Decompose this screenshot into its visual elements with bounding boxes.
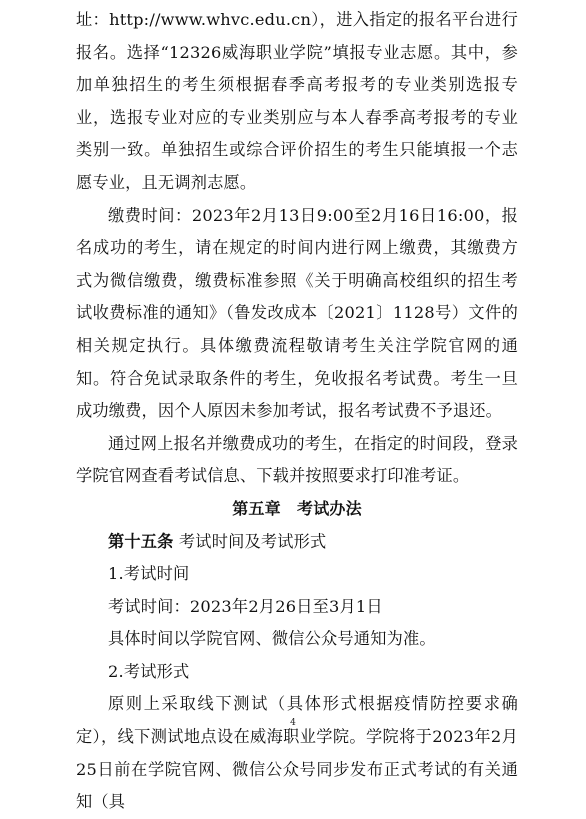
article-title: 考试时间及考试形式 (178, 531, 327, 551)
document-body (76, 4, 518, 819)
section-heading-exam-format: 2.考试形式 (108, 661, 190, 681)
section-heading-exam-time: 1.考试时间 (108, 564, 190, 584)
chapter-title: 第五章 考试办法 (232, 498, 362, 518)
article-15 (76, 526, 518, 559)
exam-time-text: 考试时间：2023年2月26日至3月1日 (108, 596, 383, 616)
article-number: 第十五条 (108, 531, 174, 551)
paragraph-payment: 缴费时间：2023年2月13日9:00至2月16日16:00，报名成功的考生，请在规定的时间内进行网上缴费，其缴费方式为微信缴费，缴费标准参照《关于明确高校组织的招生考试收费标准的通知》（鲁发改成本〔2021〕1128号）文件的相关规定执行。具体缴费流程敬请考生关注学院官网的通知。符合免试录取条件的考生，免收报名考试费。考生一旦成功缴费，因个人原因未参加考试，报名考试费不予退还。 (76, 205, 518, 421)
page-number: 4 (290, 718, 296, 728)
paragraph-admission-ticket: 通过网上报名并缴费成功的考生，在指定的时间段，登录学院官网查看考试信息、下载并按照要求打印准考证。 (76, 433, 518, 486)
paragraph-registration: 址：http://www.whvc.edu.cn），进入指定的报名平台进行报名。选择“12326威海职业学院”填报专业志愿。其中，参加单独招生的考生须根据春季高考报考的专业类别选报专业，选报专业对应的专业类别应与本人春季高考报考的专业类别一致。单独招生或综合评价招生的考生只能填报一个志愿专业，且无调剂志愿。 (76, 10, 518, 192)
exam-format-text: 原则上采取线下测试（具体形式根据疫情防控要求确定），线下测试地点设在威海职业学院。学院将于2023年2月25日前在学院官网、微信公众号同步发布正式考试的有关通知（具 (76, 694, 518, 812)
exam-time-note: 具体时间以学院官网、微信公众号通知为准。 (108, 629, 436, 649)
